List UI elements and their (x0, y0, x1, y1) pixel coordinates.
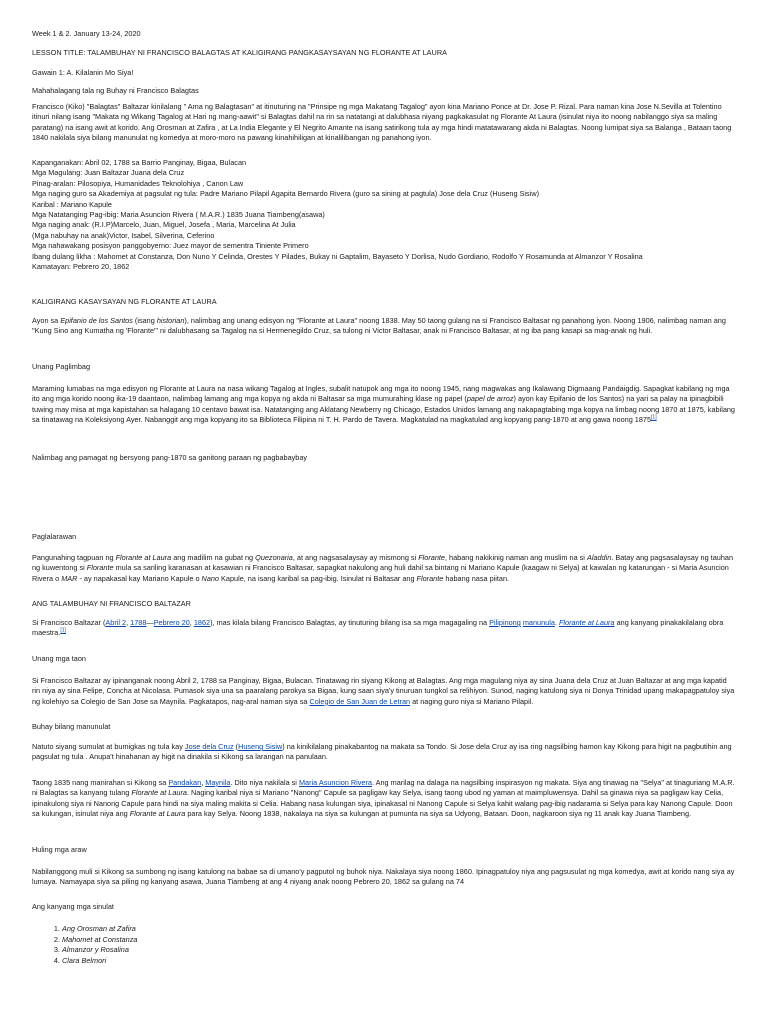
link-pandakan[interactable]: Pandakan (168, 778, 202, 787)
fact-children-living: (Mga nabuhay na anak)Victor, Isabel, Silverina, Ceferino (32, 230, 215, 240)
fact-other-works: Ibang dulang likha : Mahomet at Constanza, Don Nuno Y Celinda, Orestes Y Pilades, Bukay ni Gaptalim, Bayaseto Y Dorlisa, Nudo Gordiano, Rodolfo Y Rosamunda at Almanzor Y Rosalina (32, 251, 643, 261)
unang-taon-paragraph: Si Francisco Baltazar ay ipinanganak noong Abril 2, 1788 sa Panginay, Bigaa, Bulacan. Tinatawag rin siyang Kikong at Balagtas. Ang mga magulang niya ay sina Juana dela Cruz at Juan Baltazar at ang mga kapatid rin niya ay sina Felipe, Concha at Nicolasa. Pumasok siya una sa paaralang parokya sa Bigaa, kung saan siya'y tinuruan tungkol sa relihiyon. Sunod, naging katulong siya ni Donya Trinidad upang makapagpatuloy siya ng kolehiyo sa Colegio de San Jose sa Maynila. Pagkatapos, nag-aral naman siya sa Colegio de San Juan de Letran at naging guro niya si Mariano Pilapil. (32, 676, 735, 706)
link-maria-asuncion-rivera[interactable]: Maria Asuncion Rivera (298, 778, 372, 787)
kaligirang-paragraph: Ayon sa Epifanio de los Santos (isang historian), nalimbag ang unang edisyon ng "Florante at Laura" noong 1838. May 50 taong gulang na si Francisco Baltasar ng panahong iyon. Noong 1906, nalimbag naman ang "Kung Sino ang Kumatha ng 'Florante'" ni dalubhasang sa Tagalog na si Hermenegildo Cruz, sa tulong ni Victor Baltasar, anak ni Francisco Baltasar, at ng iba pang kasapi sa mag-anak ng huli. (32, 316, 726, 336)
link-abril-2[interactable]: Abril 2 (105, 618, 127, 627)
fact-birth: Kapanganakan: Abril 02, 1788 sa Barrio Panginay, Bigaa, Bulacan (32, 158, 247, 167)
link-colegio-letran[interactable]: Colegio de San Juan de Letran (309, 696, 411, 706)
link-1788[interactable]: 1788 (130, 618, 147, 627)
kaligirang-heading: KALIGIRANG KASAYSAYAN NG FLORANTE AT LAURA (32, 297, 217, 306)
link-manunula[interactable]: manunula (522, 618, 555, 627)
fact-death: Kamatayan: Pebrero 20, 1862 (32, 262, 130, 272)
manunulat-paragraph-2: Taong 1835 nang manirahan si Kikong sa Pandakan, Maynila. Dito niya nakilala si Maria Asuncion Rivera. Ang marilag na dalaga na nagsilbing inspirasyon ng makata. Siya ang tinawag na "Selya" at tinaguriang M.A.R. ni Balagtas sa kanyang tulang Florante at Laura. Naging karibal niya si Mariano "Nanong" Capule sa pagligaw kay Selya, isang taong ubod ng yaman at maimpluwensya. Dahil sa ginawa niya sa pagligaw kay Celia, ipinakulong siya ni Nanong Capule para hindi na siya maling makita si Celia. Habang nasa kulungan siya, ipinakasal ni Nanong Capule si Selya kahit walang pag-ibig nadarama si Selya para kay Nanong Capule. Doon sa kulungan, isinulat niya ang Florante at Laura para kay Selya. Noong 1838, nakalaya na siya sa kulungan at pumunta na siya sa Udyong, Bataan. Doon, nagkaroon siya ng 11 anak kay Juana Tiambeng. (32, 778, 735, 819)
link-pilipinong[interactable]: Pilipinong (489, 618, 521, 627)
link-florante-at-laura[interactable]: Florante at Laura (558, 618, 615, 627)
list-item: 3. Almanzor y Rosalina (62, 945, 137, 956)
fact-teachers: Mga naging guro sa Akademiya at pagsulat ng tula: Padre Mariano Pilapil Agapita Bernardo Rivera (guro sa sining at pagtula) Jose dela Cruz (Huseng Sisiw) (32, 189, 540, 199)
fact-education: Pinag-aralan: Pilosopiya, Humanidades Teknolohiya , Canon Law (32, 178, 244, 188)
link-pebrero-20[interactable]: Pebrero 20 (153, 618, 190, 627)
link-jose-dela-cruz[interactable]: Jose dela Cruz (184, 742, 234, 751)
talambuhay-heading: ANG TALAMBUHAY NI FRANCISCO BALTAZAR (32, 599, 191, 608)
huling-paragraph: Nabilanggong muli si Kikong sa sumbong ng isang katulong na babae sa di umano'y pagputol ng buhok niya. Nakalaya siya noong 1860. Ipinagpatuloy niya ang pagsusulat ng mga komedya, awit at korido nang siya ay lumaya. Namayapa siya sa piling ng kanyang asawa, Juana Tiambeng at ang 4 niyang anak noong Pebrero 20, 1862 sa gulang na 74 (32, 867, 735, 887)
section-subtitle: Mahahalagang tala ng Buhay ni Francisco Balagtas (32, 86, 199, 95)
unang-taon-heading: Unang mga taon (32, 654, 86, 663)
manunulat-heading: Buhay bilang manunulat (32, 722, 111, 731)
paglimbag-note: Nalimbag ang pamagat ng bersyong pang-1870 sa ganitong paraan ng pagbabaybay (32, 453, 308, 462)
gawain-label: Gawain 1: A. Kilalanin Mo Siya! (32, 68, 134, 77)
list-item: 4. Clara Belmori (62, 956, 137, 967)
fact-positions: Mga nahawakang posisyon panggobyerno: Juez mayor de sementra Tiniente Primero (32, 241, 309, 251)
sinulat-heading: Ang kanyang mga sinulat (32, 902, 114, 911)
paglalarawan-heading: Paglalarawan (32, 532, 77, 541)
footnote-link[interactable]: [1] (60, 627, 66, 634)
paglimbag-heading: Unang Paglimbag (32, 362, 91, 371)
list-item: 2. Mahomet at Constanza (62, 935, 137, 946)
list-item: 1. Ang Orosman at Zafira (62, 924, 137, 935)
week-line: Week 1 & 2. January 13-24, 2020 (32, 29, 141, 38)
fact-children-rip: Mga naging anak: (R.I.P)Marcelo, Juan, Miguel, Josefa , Maria, Marcelina At Julia (32, 220, 296, 230)
paglimbag-paragraph: Maraming lumabas na mga edisyon ng Florante at Laura na nasa wikang Tagalog at Ingles, subalit natupok ang mga ito noong 1945, nang magwakas ang Ikalawang Digmaang Pandaigdig. Sapagkat kabilang ng mga ito ang mga korido noong ika-19 daantaon, nalimbag lamang ang mga kopya ng akda ni Baltasar sa mga mumurahing klase ng papel (papel de arroz) ayon kay Epifanio de los Santos) na yari sa palay na ipinagbibili tuwing may misa at mga kapistahan sa halagang 10 centavo bawat isa. Natatanging ang Aklatang Newberry ng Chicago, Estados Unidos lamang ang nakapagtabing mga kopya na limbag noong 1870 at 1875, kabilang sa tinatawag na Koleksiyong Ayer. Nabanggit ang mga kopyang ito sa Biblioteca Filipina ni T. H. Pardo de Tavera. Magkatulad na magkatulad ang kopyang pang-1870 at ang gawa noong 1875[1] (32, 384, 735, 425)
footnote-link[interactable]: [1] (651, 414, 657, 421)
huling-heading: Huling mga araw (32, 845, 87, 854)
link-1862[interactable]: 1862 (193, 618, 211, 627)
intro-paragraph: Francisco (Kiko) "Balagtas" Baltazar kinilalang " Ama ng Balagtasan" at itinuturing na "Prinsipe ng mga Makatang Tagalog" ayon kina Mariano Ponce at Dr. Jose P. Rizal. Para naman kina Jose N.Sevilla at Tolentino itinuri nilang isang "Makata ng Wikang Tagalog at Hari ng mang-aawit" si Balagtas dahil na rin sa natatangi at dalubhasa niyang pagkakasulat ng Florante At Laura (isinulat niya ito noong nabilanggo siya sa maling paratang) na isang awit at korido. Ang Orosman at Zafira , at La India Elegante y El Negrito Amante na isang satirikong tula ay mga hindi matatawarang akda ni Balagtas. Noong lumipat siya sa Balanga , Bataan taong 1840 nakilala siya bilang manunulat ng komedya at moro-moro na pawang kinahihiligan at kinalilibangan ng panahong iyon. (32, 102, 732, 143)
link-huseng-sisiw[interactable]: Huseng Sisiw (238, 742, 283, 751)
manunulat-paragraph-1: Natuto siyang sumulat at bumigkas ng tula kay Jose dela Cruz (Huseng Sisiw) na kinikilalang pinakabantog na makata sa Tondo. Si Jose dela Cruz ay isa ring nagsilbing hamon kay Kikong para higit na pagbutihin ang pagsulat ng tula . Anupa't hinahanan ay higit na dinakila si Kikong sa larangan na panulaan. (32, 742, 732, 762)
fact-loves: Mga Natatanging Pag-ibig: Maria Asuncion Rivera ( M.A.R.) 1835 Juana Tiambeng(asawa) (32, 210, 325, 220)
paglalarawan-paragraph: Pangunahing tagpuan ng Florante at Laura ang madilim na gubat ng Quezonaria, at ang nagsasalaysay ay mismong si Florante, habang nakikinig naman ang muslim na si Aladdin. Batay ang pagsasalaysay ng tauhan ng kuwentong si Florante mula sa sariling karanasan at kasawian ni Francisco Baltasar, sapagkat nakulong ang huli dahil sa bintang ni Mariano Kapule (kaagaw ni Selya) at kawalan ng katarungan - si Maria Asuncion Rivera o MAR - ay napakasal kay Mariano Kapule o Nano Kapule, na isang karibal sa pag-ibig. Isinulat ni Baltasar ang Florante habang nasa piitan. (32, 553, 733, 583)
fact-parents: Mga Magulang: Juan Baltazar Juana dela Cruz (32, 168, 185, 178)
link-maynila[interactable]: Maynila (205, 778, 231, 787)
lesson-title: LESSON TITLE: TALAMBUHAY NI FRANCISCO BALAGTAS AT KALIGIRANG PANGKASAYSAYAN NG FLORANTE AT LAURA (32, 48, 447, 57)
fact-rival: Karibal : Mariano Kapule (32, 199, 112, 209)
works-list (48, 924, 137, 966)
facts-list (32, 158, 736, 272)
talambuhay-paragraph: Si Francisco Baltazar (Abril 2, 1788—Pebrero 20, 1862), mas kilala bilang Francisco Balagtas, ay tinuturing bilang isa sa mga magagaling na Pilipinong manunula. Florante at Laura ang kanyang pinakakilalang obra maestra.[1] (32, 618, 724, 638)
